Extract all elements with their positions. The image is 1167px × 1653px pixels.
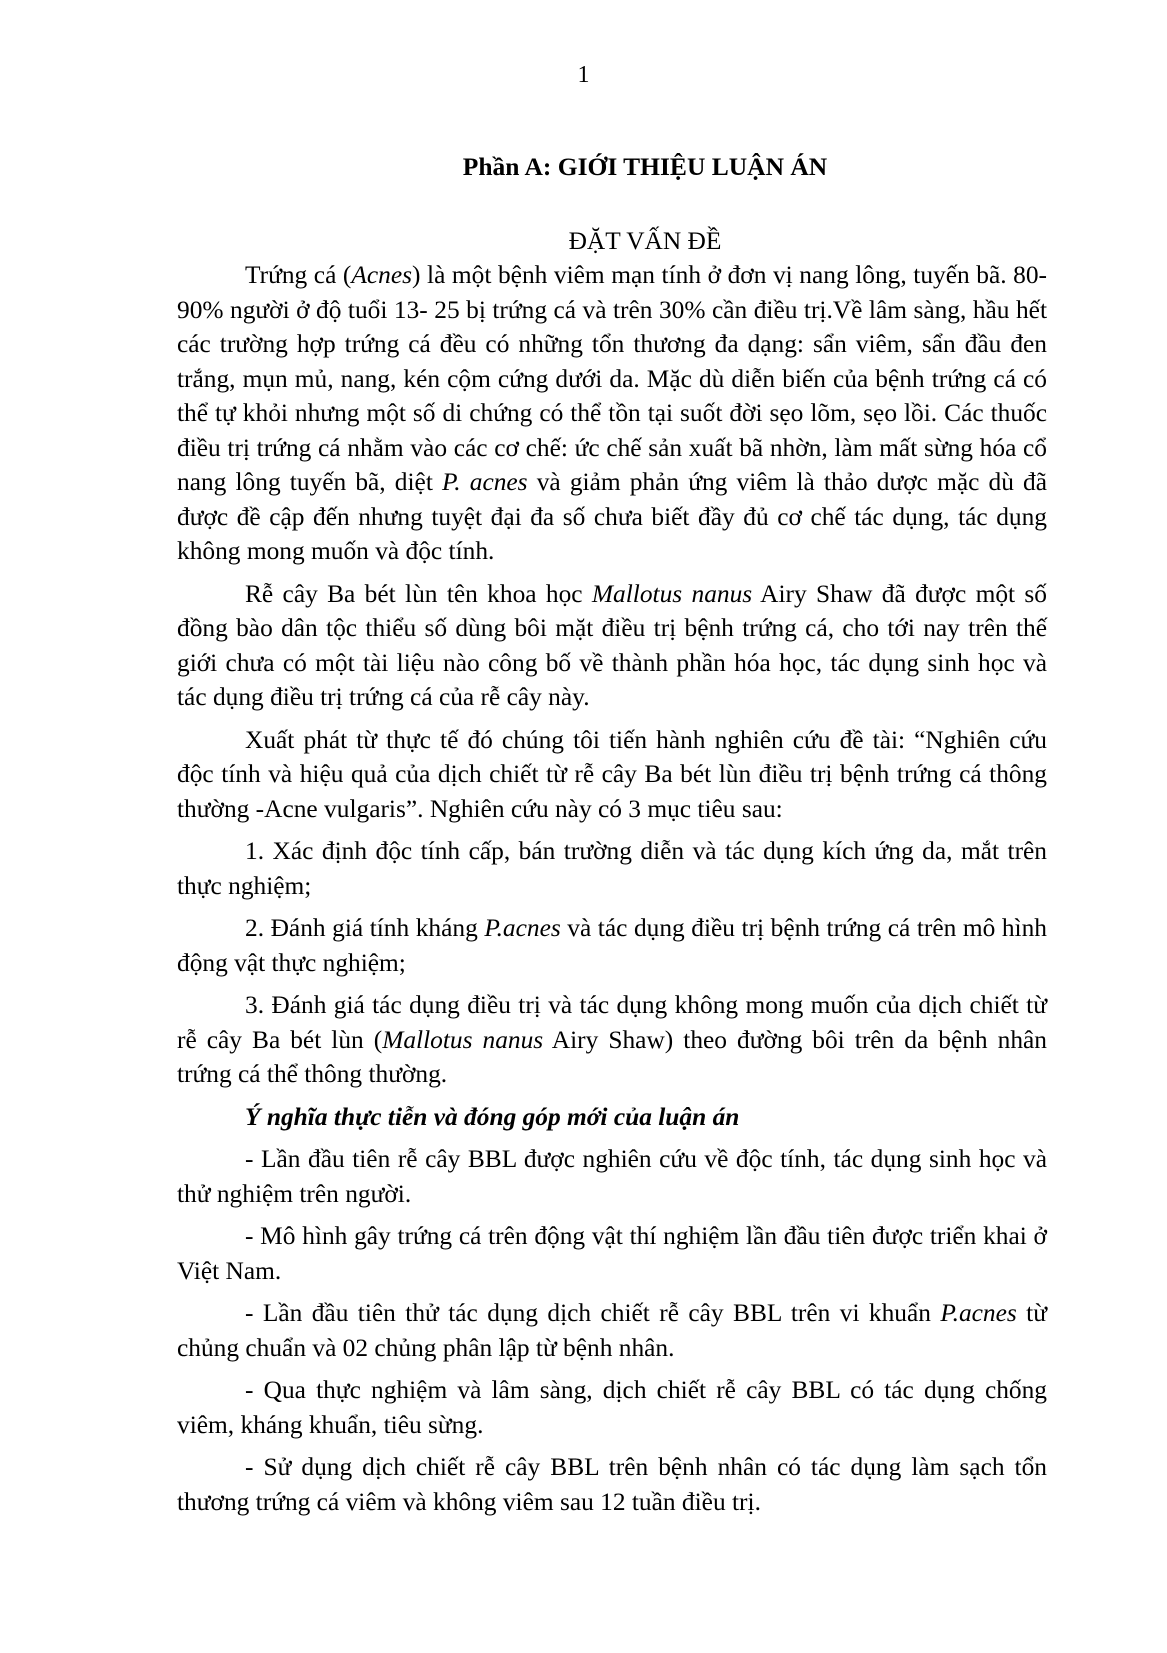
plant-paragraph bbox=[177, 577, 1047, 715]
study-paragraph: Xuất phát từ thực tế đó chúng tôi tiến hành nghiên cứu đề tài: “Nghiên cứu độc tính và hiệu quả của dịch chiết từ rễ cây Ba bét lùn điều trị bệnh trứng cá thông thường -Acne vulgaris”. Nghiên cứu này có 3 mục tiêu sau: bbox=[177, 725, 1047, 823]
text-run: Rễ cây Ba bét lùn tên khoa học bbox=[245, 579, 592, 608]
text-run: 3. Đánh giá tác dụng điều trị và tác dụng không mong muốn của dịch chiết từ rễ cây Ba bét lùn ( bbox=[177, 991, 1047, 1054]
part-title: Phần A: GIỚI THIỆU LUẬN ÁN bbox=[462, 152, 828, 181]
objective-1: 1. Xác định độc tính cấp, bán trường diễn và tác dụng kích ứng da, mắt trên thực nghiệm; bbox=[177, 837, 1047, 900]
italic-term: P.acnes bbox=[484, 914, 561, 942]
significance-heading: Ý nghĩa thực tiễn và đóng góp mới của luận án bbox=[245, 1102, 740, 1131]
text-run: Airy Shaw đã được một số đồng bào dân tộc thiểu số dùng bôi mặt điều trị bệnh trứng cá, cho tới nay trên thế giới chưa có một tài liệu nào công bố về thành phần hóa học, tác dụng sinh học và tác dụng điều trị trứng cá của rễ cây này. bbox=[177, 579, 1047, 711]
text-run: ) là một bệnh viêm mạn tính ở đơn vị nang lông, tuyến bã. 80-90% người ở độ tuổi 13- 25 bị trứng cá và trên 30% cần điều trị.Về lâm sàng, hầu hết các trường hợp trứng cá đều có những tổn thương đa dạng: sẩn viêm, sẩn đầu đen trắng, mụn mủ, nang, kén cộm cứng dưới da. Mặc dù diễn biến của bệnh trứng cá có thể tự khỏi nhưng một số di chứng có thể tồn tại suốt đời sẹo lõm, sẹo lồi. Các thuốc điều trị trứng cá nhằm vào các cơ chế: ức chế sản xuất bã nhờn, làm mất sừng hóa cổ nang lông tuyến bã, diệt bbox=[177, 261, 1047, 496]
contribution-1: - Lần đầu tiên rễ cây BBL được nghiên cứu về độc tính, tác dụng sinh học và thử nghiệm trên người. bbox=[177, 1145, 1047, 1208]
text-run: và giảm phản ứng viêm là thảo dược mặc dù đã được đề cập đến nhưng tuyệt đại đa số chưa biết đầy đủ cơ chế tác dụng, tác dụng không mong muốn và độc tính. bbox=[177, 468, 1047, 565]
contribution-5: - Sử dụng dịch chiết rễ cây BBL trên bệnh nhân có tác dụng làm sạch tổn thương trứng cá viêm và không viêm sau 12 tuần điều trị. bbox=[177, 1453, 1047, 1516]
italic-term: Acnes bbox=[351, 261, 412, 289]
italic-term: Mallotus nanus bbox=[382, 1025, 544, 1054]
page-content bbox=[177, 150, 1047, 1519]
contribution-2: - Mô hình gây trứng cá trên động vật thí nghiệm lần đầu tiên được triển khai ở Việt Nam. bbox=[177, 1222, 1047, 1285]
text-run: 2. Đánh giá tính kháng bbox=[245, 914, 485, 942]
text-run: Trứng cá ( bbox=[245, 261, 352, 289]
contribution-3 bbox=[177, 1296, 1047, 1365]
italic-term: Mallotus nanus bbox=[591, 579, 753, 608]
intro-paragraph bbox=[177, 258, 1047, 569]
objective-2 bbox=[177, 911, 1047, 980]
contribution-4: - Qua thực nghiệm và lâm sàng, dịch chiết rễ cây BBL có tác dụng chống viêm, kháng khuẩn, tiêu sừng. bbox=[177, 1376, 1047, 1439]
italic-term: P.acnes bbox=[940, 1299, 1017, 1327]
text-run: Airy Shaw) theo đường bôi trên da bệnh nhân trứng cá thể thông thường. bbox=[177, 1025, 1047, 1088]
section-title: ĐẶT VẤN ĐỀ bbox=[568, 227, 722, 255]
objective-3 bbox=[177, 988, 1047, 1092]
text-run: từ chủng chuẩn và 02 chủng phân lập từ bệnh nhân. bbox=[177, 1299, 1047, 1362]
text-run: - Lần đầu tiên thử tác dụng dịch chiết rễ cây BBL trên vi khuẩn bbox=[245, 1299, 941, 1327]
page-number: 1 bbox=[577, 62, 590, 88]
italic-term: P. acnes bbox=[442, 468, 528, 496]
text-run: và tác dụng điều trị bệnh trứng cá trên mô hình động vật thực nghiệm; bbox=[177, 914, 1047, 977]
